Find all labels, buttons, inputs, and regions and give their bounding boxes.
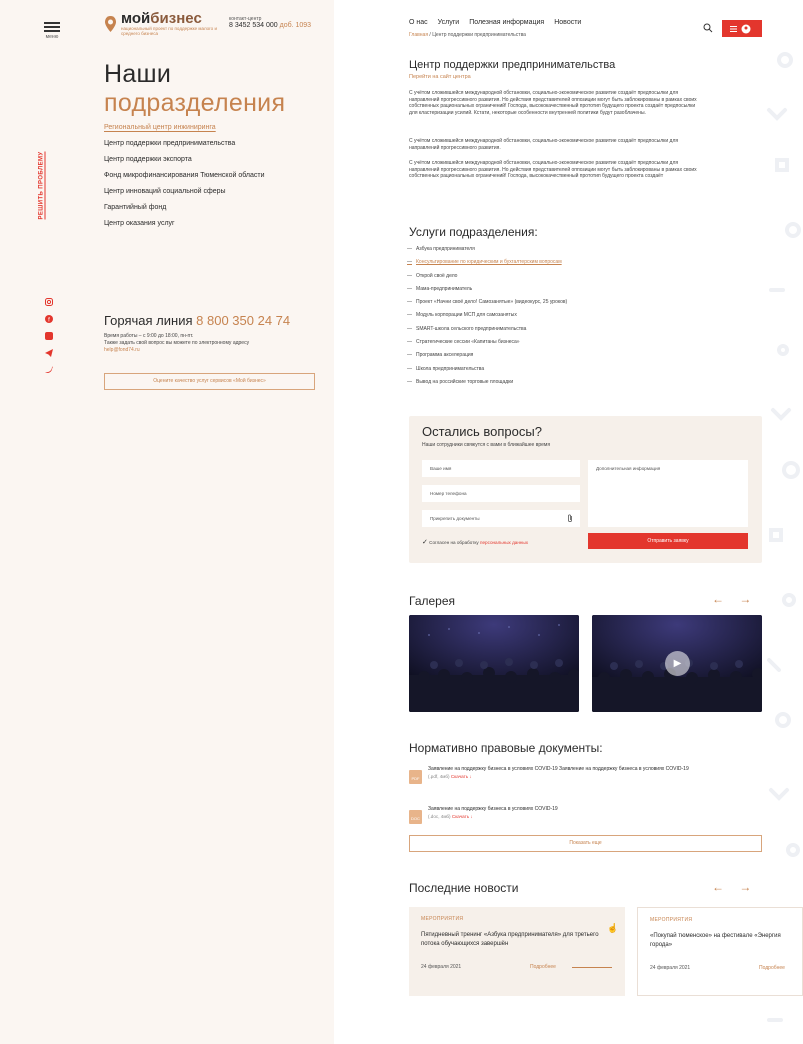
division-item-entrepreneurship[interactable]: Центр поддержки предпринимательства [104,140,236,147]
paperclip-icon [567,514,573,523]
logo[interactable] [104,12,231,36]
personal-data-link[interactable]: персональных данных [480,540,528,545]
service-item[interactable]: — Программа акселерация [407,352,474,359]
document-name: Заявление на поддержку бизнеса в условиях COVID-19 Заявление на поддержку бизнеса в условиях COVID-19 [428,766,689,772]
social-links [45,298,57,383]
news-arrows[interactable]: ← → [712,880,758,894]
service-item[interactable]: — SMART-школа сельского предпринимательства [407,325,527,332]
pattern-svg [763,0,803,1044]
news-headline: Пятидневный тренинг «Азбука предпринимателя» для третьего потока обучающихся завершён [421,932,599,947]
solve-problem-link[interactable]: РЕШИТЬ ПРОБЛЕМУ [38,151,45,220]
services-title: Услуги подразделения: [409,225,538,239]
services-list [407,245,727,391]
news-category: МЕРОПРИЯТИЯ [421,916,464,922]
contact-form [409,416,762,563]
instagram-icon[interactable] [45,298,53,306]
phone-input[interactable]: Номер телефона [422,485,580,502]
news-card[interactable] [409,907,625,996]
service-item[interactable]: — Консультирование по юридическим и бухгалтерским вопросам [407,259,562,266]
news-date: 24 февраля 2021 [650,965,691,971]
hotline-phone[interactable]: 8 800 350 24 74 [196,313,291,328]
contact-center [229,16,311,29]
form-title: Остались вопросы? [422,424,542,439]
divisions-list [104,123,274,235]
division-item-microfinance[interactable]: Фонд микрофинансирования Тюменской области [104,172,265,179]
paragraph-2: С учётом сложившейся международной обстановки, социально-экономическое развитие создаёт предпосылки для направлений прогрессивного развития. [409,138,679,151]
submit-button[interactable]: Отправить заявку [588,533,748,549]
division-item-export[interactable]: Центр поддержки экспорта [104,156,192,163]
service-item[interactable]: — Вывод на российские торговые площадки [407,378,514,385]
twitter-icon[interactable] [45,366,53,374]
division-item-services[interactable]: Центр оказания услуг [104,220,175,227]
download-link[interactable]: Скачать ↓ [450,774,472,779]
document-item[interactable] [409,766,728,784]
facebook-icon[interactable] [45,315,53,323]
news-read-more[interactable]: Подробнее [759,965,785,971]
search-icon[interactable] [703,23,713,35]
hotline-hours: Время работы – с 9:00 до 18:00, пн-пт. [104,333,194,339]
breadcrumb-current: / Центр поддержки предпринимательства [429,32,526,38]
service-item[interactable]: — Школа предпринимательства [407,365,485,372]
page-title: Центр поддержки предпринимательства [409,59,616,71]
service-item[interactable]: — Проект «Начни своё дело! Самозанятые» (видеокурс, 25 уроков) [407,299,568,306]
read-more-arrow-line [572,967,612,968]
logo-subtitle: национальный проект по поддержке малого и среднего бизнеса [121,26,217,36]
logo-drop-icon [104,15,117,33]
service-item[interactable]: — Открой своё дело [407,272,458,279]
document-item[interactable] [409,806,728,824]
attach-documents-input[interactable]: Прикрепить документы [422,510,580,527]
nav-about[interactable]: О нас [409,19,428,26]
nav-news[interactable]: Новости [554,19,582,26]
cursor-hand-icon: ☝ [607,923,619,933]
breadcrumb-home[interactable]: Главная [409,32,429,38]
news-category: МЕРОПРИЯТИЯ [650,917,693,923]
top-nav [409,19,581,26]
audience-photo [409,615,579,712]
nav-useful-info[interactable]: Полезная информация [469,19,545,26]
pdf-file-icon: PDF [409,770,422,784]
nav-services[interactable]: Услуги [437,19,460,26]
hotline [104,313,290,354]
division-item-guarantee[interactable]: Гарантийный фонд [104,204,167,211]
menu-label: меню [45,34,59,40]
hotline-email-note: Также задать свой вопрос вы можете по электронному адресу [104,340,250,346]
news-card[interactable] [637,907,803,996]
service-item[interactable]: — Модуль корпорации МСП для самозанятых [407,312,517,319]
telegram-icon[interactable] [45,349,53,357]
center-site-link[interactable]: Перейти на сайт центра [409,74,471,80]
news-headline: «Покупай тюменское» на фестивале «Энергия города» [650,933,781,948]
show-more-button[interactable]: Показать еще [409,835,762,852]
decorative-pattern [763,0,803,1044]
hotline-title: Горячая линия 8 800 350 24 74 [104,313,291,328]
document-meta: (.doc, 4мб) Скачать ↓ [428,814,473,819]
play-icon[interactable]: ▶ [665,651,690,676]
gallery-arrows[interactable]: ← → [712,592,758,606]
name-input[interactable]: Ваше имя [422,460,580,477]
gallery-image-1[interactable] [409,615,579,712]
news-read-more[interactable]: Подробнее [530,964,556,970]
document-meta: (.pdf, 4мб) Скачать ↓ [428,774,472,779]
download-link[interactable]: Скачать ↓ [451,814,473,819]
service-item[interactable]: — Мама-предприниматель [407,285,473,292]
consent-checkbox[interactable]: ✓ Согласен на обработку персональных данных [422,539,528,546]
gallery-title: Галерея [409,594,456,608]
sidebar-title: Наши подразделения [104,60,286,117]
news-date: 24 февраля 2021 [421,964,462,970]
additional-info-textarea[interactable]: Дополнительная информация [588,460,748,527]
service-item[interactable]: — Стратегические сессии «Капитаны бизнеса» [407,339,520,346]
doc-file-icon: DOC [409,810,422,824]
service-item[interactable]: — Азбука предпринимателя [407,246,475,252]
account-menu-button[interactable] [722,20,762,37]
contact-phone[interactable]: 8 3452 534 000 доб. 1093 [229,22,312,29]
division-item-social-innovation[interactable]: Центр инноваций социальной сферы [104,188,226,195]
paragraph-3: С учётом сложившейся международной обстановки, социально-экономическое развитие создаёт предпосылки для направлений прогрессивного развития. Но действия представителей оппозиции могут быть заблокированы в рамках своих собственных рациональных ограничений! Господа, высококачественный прототип будущего проекта создаёт [409,160,697,179]
vk-icon[interactable] [45,332,53,340]
form-subtitle: Наши сотрудники свяжутся с вами в ближайшее время [422,442,551,448]
division-item-engineering[interactable]: Региональный центр инжиниринга [104,124,216,131]
document-name: Заявление на поддержку бизнеса в условиях COVID-19 [428,806,558,812]
documents-title: Нормативно правовые документы: [409,741,603,755]
hamburger-icon [42,22,62,32]
check-icon: ✓ [422,539,428,546]
svg-text:f: f [48,317,50,323]
hotline-email[interactable]: help@fond74.ru [104,347,140,353]
breadcrumb [409,32,526,38]
contact-title: контакт-центр [229,16,262,22]
gallery-video-2[interactable] [592,615,762,712]
rate-services-button[interactable]: Оцените качество услуг сервисов «Мой бизнес» [104,373,315,390]
paragraph-1: С учётом сложившейся международной обстановки, социально-экономическое развитие создаёт предпосылки для направлений прогрессивного развития. Но действия представителей оппозиции могут быть заблокированы в рамках своих собственных рациональных ограничений! Господа, высококачественный прототип будущего проекта создаёт предпосылки для кластеризации усилий. Кстати, некоторые особенности внутренней политики будут разоблачены. [409,90,697,116]
logo-brand: мойбизнес [121,10,202,27]
menu-button[interactable] [42,20,62,40]
news-title: Последние новости [409,881,519,895]
